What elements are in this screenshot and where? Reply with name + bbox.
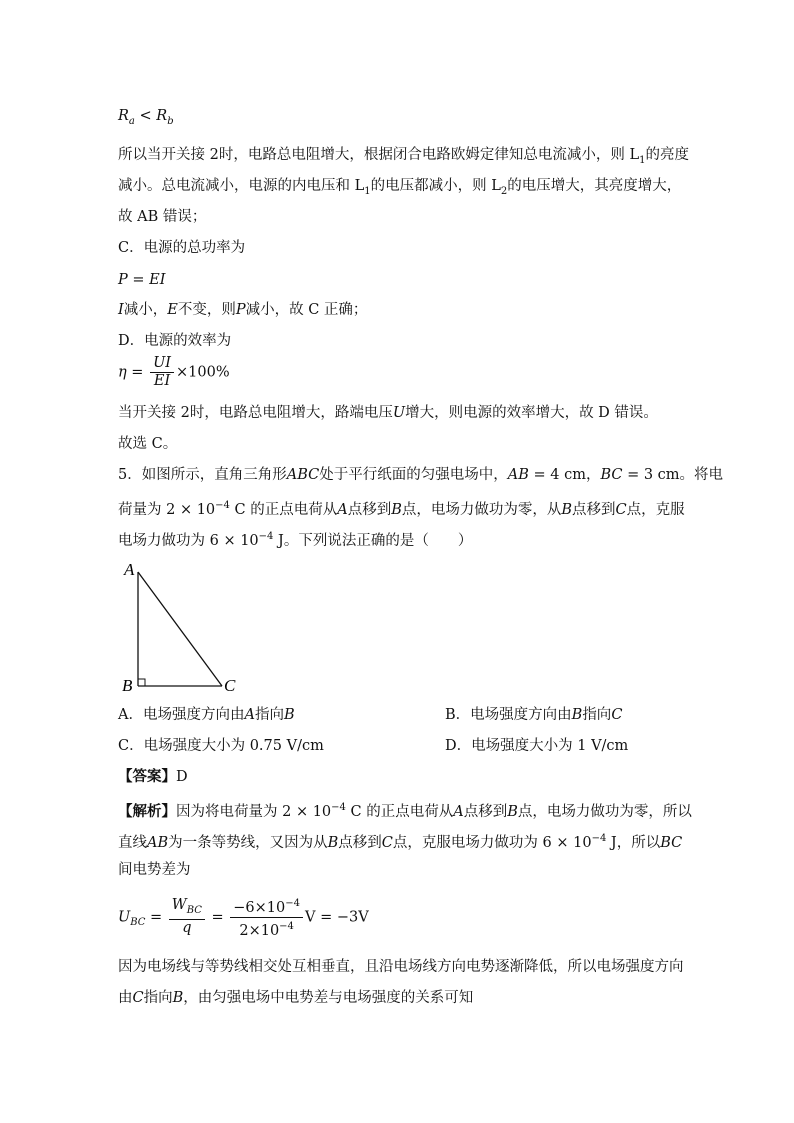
equation-efficiency: η = $\frac{UI}{EI}$ ×100%: [118, 355, 230, 389]
paragraph-line: 减小。总电流减小，电源的内电压和 $L_1$的电压都减小，则 $L_2$的电压增大，其亮度增大，: [118, 178, 682, 197]
vertex-b-label: B: [122, 676, 133, 695]
answer-line: 【答案】D: [118, 768, 188, 785]
paragraph-line: 因为电场线与等势线相交处互相垂直，且沿电场线方向电势逐渐降低，所以电场强度方向: [118, 959, 684, 975]
side-ac: [138, 572, 222, 686]
option-c: C．电场强度大小为 0.75 V/cm: [118, 738, 324, 754]
paragraph-line: 所以当开关接 2时，电路总电阻增大，根据闭合电路欧姆定律知总电流减小，则 $L_1$的亮度: [118, 147, 689, 166]
question-5-line: 荷量为 $2 \times 10^{-4}$ C 的正点电荷从A点移到B点，电场力做功为零，从B点移到C点，克服: [118, 500, 685, 518]
section-c-title: C．电源的总功率为: [118, 240, 246, 256]
explanation-line: 间电势差为: [118, 862, 191, 878]
option-b: B．电场强度方向由B指向C: [445, 707, 623, 723]
paragraph-line: 由C指向B，由匀强电场中电势差与电场强度的关系可知: [118, 990, 474, 1006]
question-5-line: 电场力做功为 $6 \times 10^{-4}$ J。下列说法正确的是（ ）: [118, 531, 473, 549]
paragraph-line: I减小，E不变，则P减小，故 C 正确；: [118, 302, 368, 318]
option-d: D．电场强度大小为 1 V/cm: [445, 738, 629, 754]
question-5-line: 5．如图所示，直角三角形ABC处于平行纸面的匀强电场中，AB = 4 cm，BC = 3 cm。将电: [118, 467, 724, 483]
equation-potential-difference: $U_{BC}$ = $\frac{W_{BC}}{q}$ = $\frac{-6\times 10^{-4}}{2\times 10^{-4}}$ V = −3V: [118, 895, 369, 942]
option-a: A．电场强度方向由A指向B: [118, 707, 295, 723]
section-d-title: D．电源的效率为: [118, 333, 232, 349]
vertex-c-label: C: [224, 676, 236, 695]
vertex-a-label: A: [124, 560, 135, 579]
right-triangle-figure: [118, 558, 258, 698]
paragraph-line: 当开关接 2时，电路总电阻增大，路端电压U增大，则电源的效率增大，故 D 错误。: [118, 405, 658, 421]
right-angle-marker: [138, 679, 145, 686]
equation-resistance: $R_a < R_b$: [118, 108, 174, 127]
answer-previous: 故选 C。: [118, 436, 178, 452]
equation-power: P = EI: [118, 272, 166, 288]
explanation-line: 【解析】因为将电荷量为 $2 \times 10^{-4}$ C 的正点电荷从A点移到B点，电场力做功为零，所以: [118, 802, 692, 820]
paragraph-line: 故 AB 错误；: [118, 209, 207, 225]
explanation-line: 直线AB为一条等势线，又因为从B点移到C点，克服电场力做功为 $6 \times 10^{-4}$ J，所以BC: [118, 833, 683, 851]
